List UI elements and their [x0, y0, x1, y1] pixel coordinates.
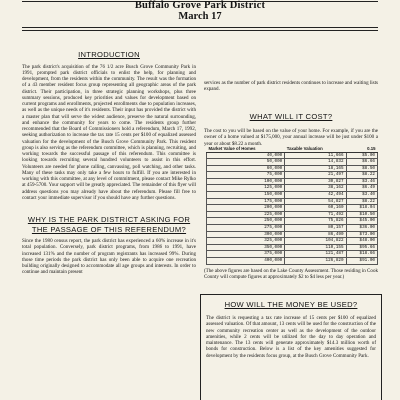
market-value-cell: 125,000: [207, 185, 285, 192]
table-header-rate: 0.15: [346, 146, 377, 152]
left-column: [22, 50, 196, 276]
table-row: [207, 225, 378, 232]
taxable-valuation-cell: 121,487: [285, 251, 346, 258]
rate-cell: $8.22: [346, 172, 377, 179]
table-row: [207, 159, 378, 166]
table-row: [207, 205, 378, 212]
table-row: [207, 258, 378, 265]
rate-cell: $36.00: [346, 225, 377, 232]
cost-heading: WHAT WILL IT COST?: [249, 112, 333, 121]
taxable-valuation-cell: 75,826: [285, 218, 346, 225]
table-row: [207, 178, 378, 185]
rate-cell: $8.22: [346, 198, 377, 205]
taxable-valuation-cell: 126,820: [285, 258, 346, 265]
rate-cell: $95.66: [346, 244, 377, 251]
how-heading: HOW WILL THE MONEY BE USED?: [224, 300, 358, 309]
market-value-cell: 275,000: [207, 225, 285, 232]
market-value-cell: 200,000: [207, 205, 285, 212]
rate-cell: $18.66: [346, 251, 377, 258]
taxable-valuation-cell: 42,494: [285, 192, 346, 199]
table-row: [207, 165, 378, 172]
market-value-cell: 40,000: [207, 152, 285, 159]
rate-cell: $5.00: [346, 152, 377, 159]
rate-cell: $8.50: [346, 165, 377, 172]
taxable-valuation-cell: 21,497: [285, 172, 346, 179]
taxable-valuation-cell: 18,165: [285, 165, 346, 172]
introduction-continuation: services as the number of park district residents continues to increase and waiting lists expand.: [204, 80, 378, 93]
market-value-cell: 150,000: [207, 192, 285, 199]
table-row: [207, 152, 378, 159]
table-row: [207, 251, 378, 258]
rate-cell: $6.66: [346, 159, 377, 166]
taxable-valuation-cell: 86,490: [285, 231, 346, 238]
market-value-cell: 50,000: [207, 159, 285, 166]
rate-cell: $10.50: [346, 211, 377, 218]
taxable-valuation-cell: 14,832: [285, 159, 346, 166]
rate-cell: $45.00: [346, 218, 377, 225]
market-value-cell: 325,000: [207, 238, 285, 245]
table-row: [207, 185, 378, 192]
valuation-table: [206, 146, 378, 265]
table-row: [207, 192, 378, 199]
why-heading: WHY IS THE PARK DISTRICT ASKING FOR THE PASSAGE OF THIS REFERENDUM?: [27, 215, 191, 234]
taxable-valuation-cell: 54,827: [285, 198, 346, 205]
table-row: [207, 172, 378, 179]
market-value-cell: 250,000: [207, 218, 285, 225]
table-header-taxable-valuation: Taxable Valuation: [285, 146, 346, 152]
table-row: [207, 238, 378, 245]
rate-cell: $3.40: [346, 192, 377, 199]
taxable-valuation-cell: 38,162: [285, 185, 346, 192]
how-body: The district is requesting a tax rate increase of 15 cents per $100 of equalized assessed valuation. Of that amount, 13 cents will be used for the construction of the new community recreation center as well as the development of the outdoor amenities, while 2 cents will be utilized for the day to day operation and maintenance. The 13 cents will generate approximately $14.3 million worth of bonds for construction. Below is a list of the key amenities suggested for development by the residents focus group, at the Busch Grove Community Park.: [206, 315, 376, 359]
cost-body: The cost to you will be based on the value of your home. For example, if you are the owner of a home valued at $175,000, your annual increase will be just under $100 a year or about $8.22 a month.: [204, 128, 378, 147]
assessment-note: (The above figures are based on the Lake County Assessment. Those residing in Cook County will compute figures at approximately $2 to $4 less per year.): [204, 268, 378, 281]
market-value-cell: 175,000: [207, 198, 285, 205]
rate-cell: $18.04: [346, 205, 377, 212]
table-row: [207, 211, 378, 218]
table-header-market-value: Market Value of Homes: [207, 146, 285, 152]
market-value-cell: 60,000: [207, 165, 285, 172]
market-value-cell: 350,000: [207, 244, 285, 251]
header-date: March 17: [178, 11, 222, 22]
market-value-cell: 100,000: [207, 178, 285, 185]
taxable-valuation-cell: 30,827: [285, 178, 346, 185]
market-value-cell: 400,000: [207, 258, 285, 265]
market-value-cell: 375,000: [207, 251, 285, 258]
rate-cell: $3.46: [346, 178, 377, 185]
introduction-body: The park district's acquisition of the 76 1/2 acre Busch Grove Community Park in 1991, prompted park district officials to enlist the help, for planning and development, from the residents within the community. The result was the formation of a 43 member resident focus group representing all geographic areas of the park district. Their participation, in three strategic planning workshops, plus three summary sessions, produced key priorities and values for development based on current programs and enrollments, projected enrollments due to population increases, as well as the unique needs of it's residents. Their input has provided the district with a master plan that will serve the widest audience, preserve the natural surrounding, and enhance the community for years to come. The residents group further recommended that the Board of Commissioners hold a referendum, March 17, 1992, seeking authorization to increase the tax rate 15 cents per $100 of equalized assessed valuation for the development of the Busch Grove Community Park. This resident group is also serving as the referendum committee, which is planning, recruiting, and working towards the successful passage of this referendum. This committee is looking towards recruiting several hundred volunteers to assist in this effort. Volunteers are needed for phone calling, canvassing, poll watching, and other tasks. Many of these tasks may only take a few hours to fulfill. If you are interested in working with this committee, at any level of commitment, please contact Mike Rylko at 459-5700. Your support will be greatly appreciated. The remainder of this flyer will address questions you may already have about the referendum. Please fill free to contact your immediate supervisor if you should have any further questions.: [22, 63, 196, 201]
rate-cell: $73.00: [346, 231, 377, 238]
header-rule: [22, 27, 378, 28]
header-rule-thin: [22, 30, 378, 31]
header-title: Buffalo Grove Park District: [134, 0, 266, 11]
taxable-valuation-cell: 60,160: [285, 205, 346, 212]
rate-cell: $6.49: [346, 185, 377, 192]
taxable-valuation-cell: 104,822: [285, 238, 346, 245]
rate-cell: $48.00: [346, 238, 377, 245]
table-row: [207, 218, 378, 225]
introduction-heading: INTRODUCTION: [78, 50, 140, 59]
table-row: [207, 231, 378, 238]
table-row: [207, 244, 378, 251]
taxable-valuation-cell: 71,492: [285, 211, 346, 218]
taxable-valuation-cell: 80,157: [285, 225, 346, 232]
rate-cell: $91.00: [346, 258, 377, 265]
taxable-valuation-cell: 11,666: [285, 152, 346, 159]
table-body: [207, 152, 378, 264]
why-body: Since the 1980 census report, the park district has experienced a 60% increase in it's total population. Conversely, park district programs, from 1986 to 1991, have increased 131% and the number of program registrants has increased 99%. During those time periods the park district has only been able to acquire one recreation building originally designed to accommodate all age groups and interests. In order to continue and maintain present: [22, 238, 196, 276]
taxable-valuation-cell: 110,155: [285, 244, 346, 251]
market-value-cell: 225,000: [207, 211, 285, 218]
table-row: [207, 198, 378, 205]
market-value-cell: 300,000: [207, 231, 285, 238]
market-value-cell: 75,000: [207, 172, 285, 179]
